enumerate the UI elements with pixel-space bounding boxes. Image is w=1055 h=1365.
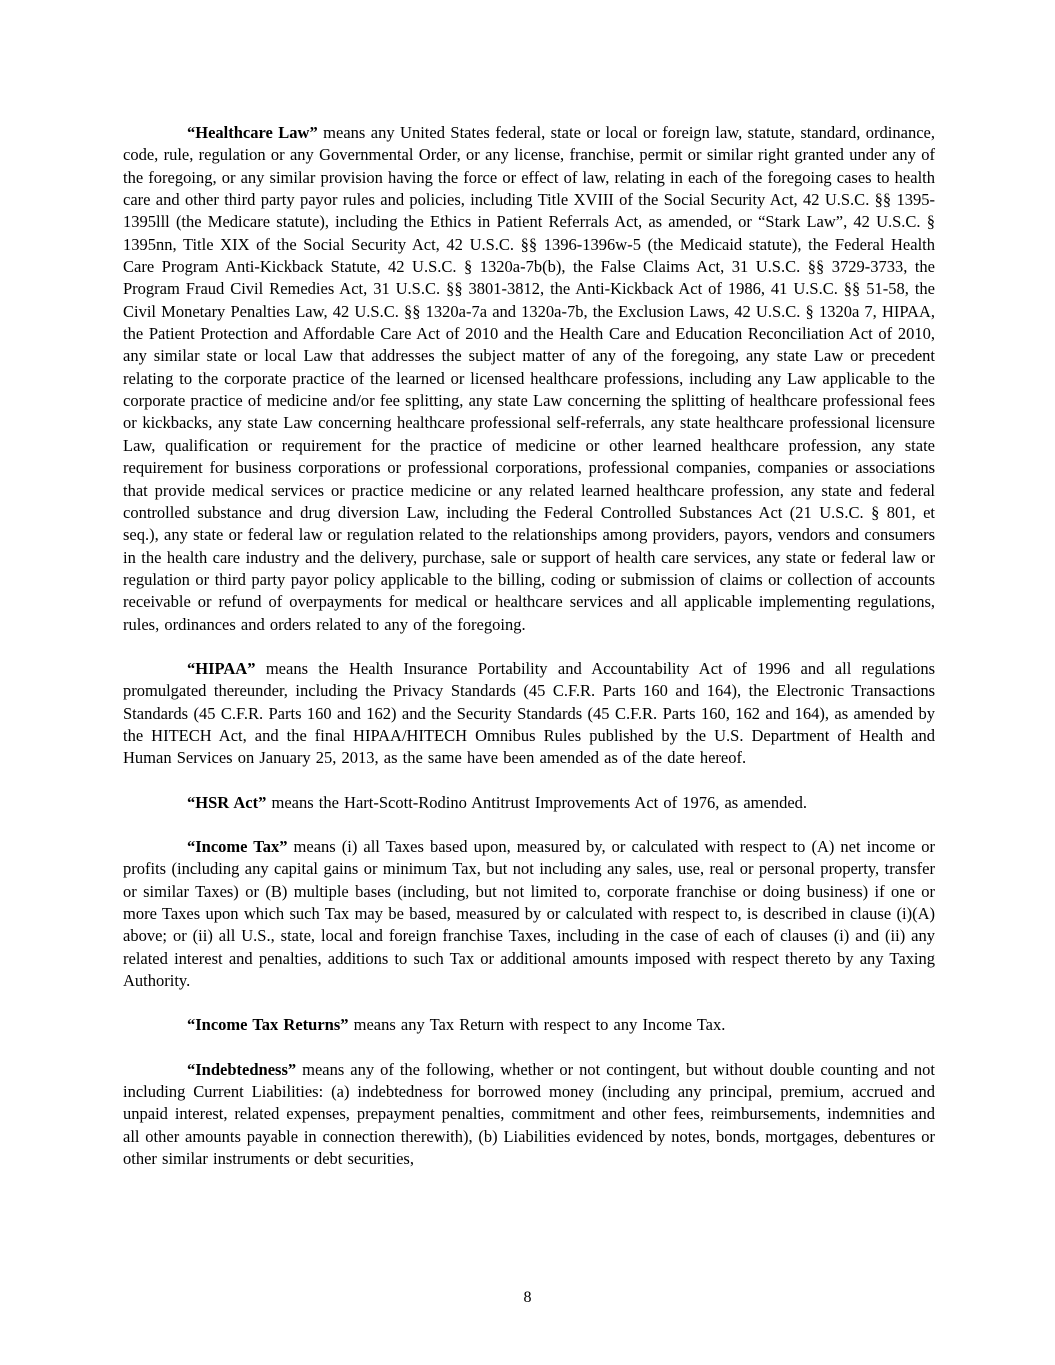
definition-text-hsr-act: means the Hart-Scott-Rodino Antitrust Improvements Act of 1976, as amended. (266, 792, 808, 812)
page-number: 8 (523, 1289, 532, 1306)
definition-paragraph-indebtedness (123, 1059, 935, 1171)
definition-text-income-tax: means (i) all Taxes based upon, measured by, or calculated with respect to (A) net income or profits (including any capital gains or minimum Tax, but not including any sales, use, real or personal property, transfer or similar Taxes) or (B) multiple bases (including, but not limited to, corporate franchise or doing business) if one or more Taxes upon which such Tax may be based, measured by or calculated with respect to, is described in clause (i)(A) above; or (ii) all U.S., state, local and foreign franchise Taxes, including in the case of each of clauses (i) and (ii) any related interest and penalties, additions to such Tax or additional amounts imposed with respect thereto by any Taxing Authority. (123, 836, 935, 991)
defined-term-income-tax-returns: “Income Tax Returns” (187, 1015, 349, 1035)
definition-paragraph-income-tax (123, 836, 935, 992)
defined-term-hsr-act: “HSR Act” (187, 792, 267, 812)
definition-text-income-tax-returns: means any Tax Return with respect to any Income Tax. (348, 1015, 726, 1035)
document-body (123, 122, 935, 1170)
definition-paragraph-income-tax-returns (123, 1014, 935, 1036)
defined-term-income-tax: “Income Tax” (187, 836, 288, 856)
definition-text-indebtedness: means any of the following, whether or not contingent, but without double counting and not including Current Liabilities: (a) indebtedness for borrowed money (including any principal, premium, accrued and unpaid interest, related expenses, prepayment penalties, commitment and other fees, reimbursements, indemnities and all other amounts payable in connection therewith), (b) Liabilities evidenced by notes, bonds, mortgages, debentures or other similar instruments or debt securities, (123, 1059, 935, 1169)
defined-term-healthcare-law: “Healthcare Law” (187, 123, 318, 142)
definition-text-hipaa: means the Health Insurance Portability and Accountability Act of 1996 and all regulations promulgated thereunder, including the Privacy Standards (45 C.F.R. Parts 160 and 164), the Electronic Transactions Standards (45 C.F.R. Parts 160 and 162) and the Security Standards (45 C.F.R. Parts 160, 162 and 164), as amended by the HITECH Act, and the final HIPAA/HITECH Omnibus Rules published by the U.S. Department of Health and Human Services on January 25, 2013, as the same have been amended as of the date hereof. (123, 658, 935, 768)
definition-text-healthcare-law: means any United States federal, state or local or foreign law, statute, standard, ordinance, code, rule, regulation or any Governmental Order, or any license, franchise, permit or similar right granted under any of the foregoing, or any similar provision having the force or effect of law, relating in each of the foregoing cases to health care and other third party payor rules and policies, including Title XVIII of the Social Security Act, 42 U.S.C. §§ 1395-1395lll (the Medicare statute), including the Ethics in Patient Referrals Act, as amended, or “Stark Law”, 42 U.S.C. § 1395nn, Title XIX of the Social Security Act, 42 U.S.C. §§ 1396-1396w-5 (the Medicaid statute), the Federal Health Care Program Anti-Kickback Statute, 42 U.S.C. § 1320a-7b(b), the False Claims Act, 31 U.S.C. §§ 3729-3733, the Program Fraud Civil Remedies Act, 31 U.S.C. §§ 3801-3812, the Anti-Kickback Act of 1986, 41 U.S.C. §§ 51-58, the Civil Monetary Penalties Law, 42 U.S.C. §§ 1320a-7a and 1320a-7b, the Exclusion Laws, 42 U.S.C. § 1320a 7, HIPAA, the Patient Protection and Affordable Care Act of 2010 and the Health Care and Education Reconciliation Act of 2010, any similar state or local Law that addresses the subject matter of any of the foregoing, any state Law or precedent relating to the corporate practice of the learned or licensed healthcare professions, including any Law applicable to the corporate practice of medicine and/or fee splitting, any state Law concerning the splitting of healthcare professional fees or kickbacks, any state Law concerning healthcare professional self-referrals, any state healthcare professional licensure Law, qualification or requirement for the practice of medicine or other learned healthcare profession, any state requirement for business corporations or professional corporations, professional companies, companies or associations that provide medical services or practice medicine or any related learned healthcare profession, any state and federal controlled substance and drug diversion Law, including the Federal Controlled Substances Act (21 U.S.C. § 801, et seq.), any state or federal law or regulation related to the relationships among providers, payors, vendors and consumers in the health care industry and the delivery, purchase, sale or support of health care services, any state or federal law or regulation or third party payor policy applicable to the billing, coding or submission of claims or collection of accounts receivable or refund of overpayments for medical or healthcare services and all applicable implementing regulations, rules, ordinances and orders related to any of the foregoing. (123, 123, 935, 634)
defined-term-hipaa: “HIPAA” (187, 658, 256, 678)
definition-paragraph-hsr-act (123, 792, 935, 814)
definition-paragraph-healthcare-law (123, 122, 935, 636)
defined-term-indebtedness: “Indebtedness” (187, 1059, 297, 1079)
definition-paragraph-hipaa (123, 658, 935, 770)
